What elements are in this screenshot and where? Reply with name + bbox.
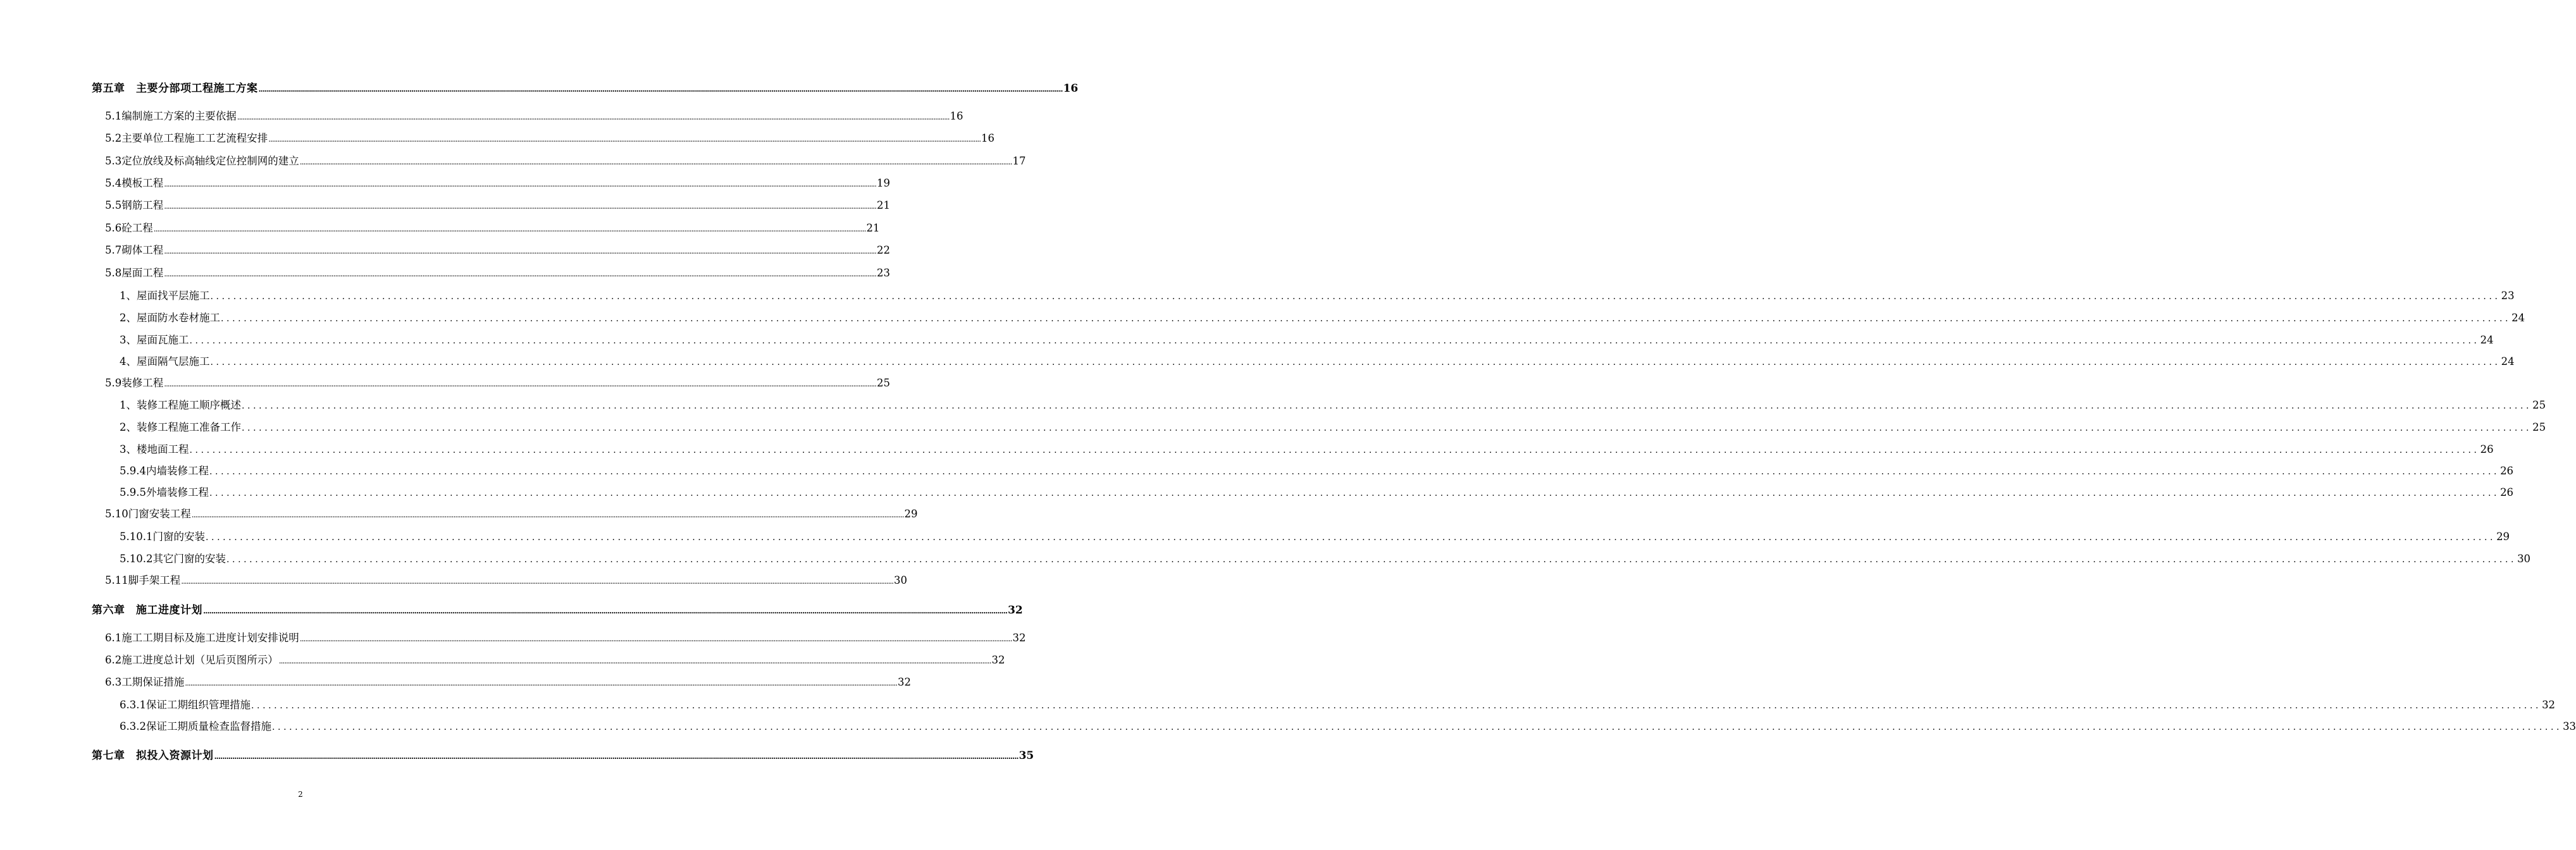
toc-entry-page: 24: [2501, 355, 2515, 367]
toc-section-entry: [105, 629, 1026, 644]
toc-dot-leader: ................................................................................................................................................................................................................................................................................................................................................................................................................: [164, 379, 877, 388]
toc-entry-label: 4、屋面隔气层施工: [120, 355, 210, 367]
toc-dot-leader: ................................................................................................................................................................................................................................................................................................................................................................................................................: [221, 314, 2511, 324]
toc-entry-page: 26: [2480, 443, 2494, 455]
toc-chapter-entry: [92, 79, 1079, 95]
toc-dot-leader: ................................................................................................................................................................................................................................................................................................................................................................................................................: [181, 577, 894, 586]
toc-entry-label: 5.11脚手架工程: [105, 574, 181, 586]
toc-section-entry: [105, 242, 891, 257]
toc-entry-page: 26: [2500, 465, 2514, 477]
toc-entry-label: 1、装修工程施工顺序概述: [120, 399, 241, 411]
toc-entry-page: 19: [877, 177, 891, 189]
toc-dot-leader: ................................................................................................................................................................................................................................................................................................................................................................................................................: [299, 157, 1012, 166]
toc-entry-label: 5.10门窗安装工程: [105, 508, 191, 520]
toc-subsection-entry: [120, 309, 2525, 324]
toc-section-entry: [105, 108, 963, 123]
toc-entry-label: 3、楼地面工程: [120, 443, 189, 455]
toc-entry-page: 17: [1012, 155, 1026, 167]
toc-entry-label: 5.8屋面工程: [105, 267, 164, 279]
toc-entry-page: 25: [877, 377, 891, 389]
toc-entry-page: 24: [2511, 312, 2525, 324]
toc-entry-label: 6.3工期保证措施: [105, 676, 185, 688]
toc-dot-leader: ................................................................................................................................................................................................................................................................................................................................................................................................................: [268, 135, 981, 144]
toc-section-entry: [105, 130, 995, 145]
toc-entry-label: 5.4模板工程: [105, 177, 164, 189]
toc-entry-page: 32: [991, 654, 1005, 666]
toc-entry-page: 24: [2480, 334, 2494, 346]
toc-dot-leader: ................................................................................................................................................................................................................................................................................................................................................................................................................: [164, 269, 877, 278]
toc-entry-label: 5.10.1门窗的安装: [120, 531, 205, 543]
toc-entry-page: 16: [950, 110, 963, 122]
toc-section-entry: [105, 674, 912, 689]
toc-section-entry: [105, 651, 1005, 667]
toc-entry-page: 32: [1008, 604, 1023, 617]
toc-dot-leader: ................................................................................................................................................................................................................................................................................................................................................................................................................: [271, 722, 2563, 732]
toc-dot-leader: ................................................................................................................................................................................................................................................................................................................................................................................................................: [205, 533, 2496, 543]
toc-entry-page: 35: [1019, 749, 1034, 762]
toc-dot-leader: ................................................................................................................................................................................................................................................................................................................................................................................................................: [214, 752, 1019, 761]
toc-entry-page: 29: [2496, 531, 2510, 543]
toc-dot-leader: ................................................................................................................................................................................................................................................................................................................................................................................................................: [189, 445, 2480, 455]
toc-entry-label: 第七章 拟投入资源计划: [92, 749, 214, 762]
toc-dot-leader: ................................................................................................................................................................................................................................................................................................................................................................................................................: [189, 336, 2480, 346]
toc-dot-leader: ................................................................................................................................................................................................................................................................................................................................................................................................................: [210, 292, 2501, 302]
toc-dot-leader: ................................................................................................................................................................................................................................................................................................................................................................................................................: [226, 555, 2517, 565]
toc-dot-leader: ................................................................................................................................................................................................................................................................................................................................................................................................................: [209, 488, 2500, 498]
toc-entry-label: 5.7砌体工程: [105, 244, 164, 256]
toc-dot-leader: ................................................................................................................................................................................................................................................................................................................................................................................................................: [278, 656, 991, 665]
toc-entry-label: 5.1编制施工方案的主要依据: [105, 110, 237, 122]
toc-entry-label: 第五章 主要分部项工程施工方案: [92, 82, 258, 95]
toc-entry-page: 16: [981, 132, 995, 144]
toc-entry-page: 32: [1012, 632, 1026, 644]
toc-entry-label: 5.10.2其它门窗的安装: [120, 553, 226, 565]
toc-entry-page: 30: [2517, 553, 2531, 565]
toc-entry-label: 5.9.5外墙装修工程: [120, 486, 209, 498]
toc-dot-leader: ................................................................................................................................................................................................................................................................................................................................................................................................................: [164, 180, 877, 188]
toc-entry-page: 25: [2532, 399, 2546, 411]
toc-dot-leader: ................................................................................................................................................................................................................................................................................................................................................................................................................: [203, 607, 1008, 615]
toc-entry-page: 26: [2500, 486, 2514, 498]
toc-section-entry: [105, 197, 891, 212]
toc-subsection-entry: [120, 287, 2515, 302]
toc-dot-leader: ................................................................................................................................................................................................................................................................................................................................................................................................................: [209, 467, 2500, 477]
toc-entry-label: 3、屋面瓦施工: [120, 334, 189, 346]
toc-entry-page: 25: [2532, 421, 2546, 433]
toc-section-entry: [105, 264, 891, 280]
toc-subsection-entry: [120, 718, 2576, 733]
toc-section-entry: [105, 505, 918, 520]
toc-entry-page: 16: [1063, 82, 1079, 95]
toc-dot-leader: ................................................................................................................................................................................................................................................................................................................................................................................................................: [164, 202, 877, 211]
toc-section-entry: [105, 374, 891, 390]
toc-dot-leader: ................................................................................................................................................................................................................................................................................................................................................................................................................: [185, 679, 898, 687]
toc-section-entry: [105, 572, 908, 587]
toc-subsection-entry: [120, 397, 2546, 412]
toc-entry-label: 5.2主要单位工程施工工艺流程安排: [105, 132, 268, 144]
toc-dot-leader: ................................................................................................................................................................................................................................................................................................................................................................................................................: [164, 247, 877, 256]
toc-subsection-entry: [120, 419, 2546, 434]
toc-dot-leader: ................................................................................................................................................................................................................................................................................................................................................................................................................: [237, 113, 950, 121]
toc-entry-label: 5.5钢筋工程: [105, 199, 164, 211]
toc-entry-label: 6.2施工进度总计划（见后页图所示）: [105, 654, 278, 666]
toc-dot-leader: ................................................................................................................................................................................................................................................................................................................................................................................................................: [210, 357, 2501, 367]
toc-entry-page: 23: [2501, 290, 2515, 302]
toc-dot-leader: ................................................................................................................................................................................................................................................................................................................................................................................................................: [299, 634, 1012, 643]
toc-entry-label: 6.1施工工期目标及施工进度计划安排说明: [105, 632, 299, 644]
toc-section-entry: [105, 175, 891, 190]
toc-section-entry: [105, 219, 880, 235]
toc-entry-label: 5.6砼工程: [105, 222, 153, 234]
toc-entry-page: 23: [877, 267, 891, 279]
toc-entry-page: 33: [2563, 720, 2576, 732]
toc-subsection-entry: [120, 441, 2494, 456]
toc-entry-label: 5.9.4内墙装修工程: [120, 465, 209, 477]
toc-entry-label: 5.3定位放线及标高轴线定位控制网的建立: [105, 155, 299, 167]
toc-entry-label: 2、装修工程施工准备工作: [120, 421, 241, 433]
toc-dot-leader: ................................................................................................................................................................................................................................................................................................................................................................................................................: [153, 225, 866, 233]
toc-dot-leader: ................................................................................................................................................................................................................................................................................................................................................................................................................: [242, 401, 2532, 411]
toc-entry-label: 1、屋面找平层施工: [120, 290, 210, 302]
toc-dot-leader: ................................................................................................................................................................................................................................................................................................................................................................................................................: [258, 85, 1063, 94]
toc-dot-leader: ................................................................................................................................................................................................................................................................................................................................................................................................................: [251, 701, 2542, 711]
toc-chapter-entry: [92, 601, 1023, 617]
toc-subsection-entry: [120, 550, 2531, 565]
toc-entry-page: 30: [894, 574, 908, 586]
toc-entry-label: 5.9装修工程: [105, 377, 164, 389]
toc-entry-label: 6.3.1保证工期组织管理措施: [120, 699, 251, 711]
toc-entry-label: 2、屋面防水卷材施工: [120, 312, 220, 324]
toc-dot-leader: ................................................................................................................................................................................................................................................................................................................................................................................................................: [242, 423, 2532, 433]
toc-dot-leader: ................................................................................................................................................................................................................................................................................................................................................................................................................: [191, 510, 904, 519]
toc-entry-label: 6.3.2保证工期质量检查监督措施: [120, 720, 271, 732]
toc-subsection-entry: [120, 353, 2515, 368]
toc-subsection-entry: [120, 484, 2514, 499]
toc-chapter-entry: [92, 746, 1034, 762]
toc-section-entry: [105, 152, 1026, 168]
toc-subsection-entry: [120, 696, 2556, 711]
toc-entry-page: 29: [904, 508, 918, 520]
toc-entry-page: 21: [877, 199, 891, 211]
page-number: 2: [298, 790, 303, 799]
toc-entry-page: 22: [877, 244, 891, 256]
toc-entry-label: 第六章 施工进度计划: [92, 604, 202, 617]
toc-subsection-entry: [120, 331, 2494, 347]
toc-entry-page: 21: [866, 222, 880, 234]
toc-subsection-entry: [120, 528, 2510, 543]
toc-entry-page: 32: [898, 676, 912, 688]
toc-subsection-entry: [120, 462, 2514, 477]
toc-entry-page: 32: [2542, 699, 2556, 711]
